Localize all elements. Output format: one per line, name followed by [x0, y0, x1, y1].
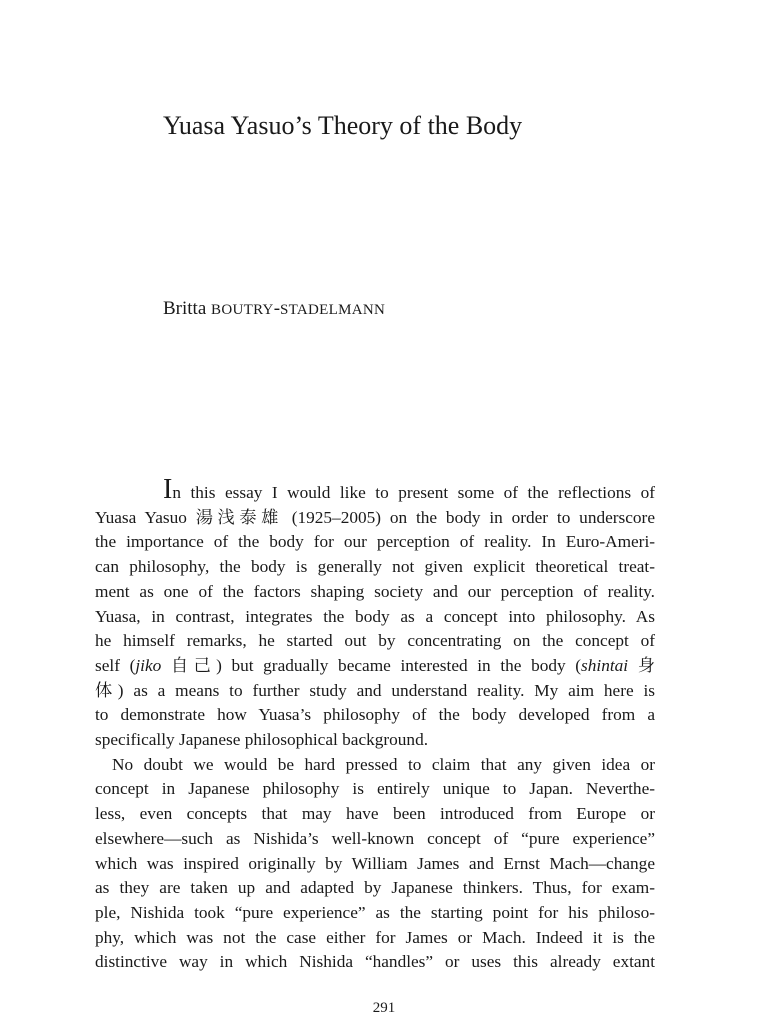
page-number: 291 [372, 1000, 396, 1016]
paragraph-2-line-4: elsewhere—such as Nishida’s well-known concept of “pure experience” [95, 828, 655, 848]
paragraph-2-line-7: ple, Nishida took “pure experience” as the starting point for his philoso- [95, 902, 655, 922]
paragraph-1-line-3: the importance of the body for our perception of reality. In Euro-Ameri- [95, 532, 655, 552]
paragraph-1-line-11: specifically Japanese philosophical background. [95, 730, 429, 750]
paragraph-2-line-3: less, even concepts that may have been introduced from Europe or [95, 804, 655, 824]
paragraph-2-line-6: as they are taken up and adapted by Japanese thinkers. Thus, for exam- [95, 878, 655, 898]
paragraph-1-line-5: ment as one of the factors shaping society and our perception of reality. [95, 581, 655, 601]
paragraph-1-line-2: Yuasa Yasuo 湯浅泰雄 (1925–2005) on the body in order to underscore [95, 507, 655, 527]
paragraph-2-line-2: concept in Japanese philosophy is entirely unique to Japan. Neverthe- [95, 779, 655, 799]
paragraph-2-line-8: phy, which was not the case either for James or Mach. Indeed it is the [95, 927, 655, 947]
paragraph-1-line-6: Yuasa, in contrast, integrates the body as a concept into philosophy. As [95, 606, 655, 626]
paragraph-1-line-1-text: n this essay I would like to present some of the reflections of [172, 483, 655, 502]
author-name [163, 296, 385, 323]
author-surname-hyphen: - [273, 298, 281, 319]
paragraph-2-line-9: distinctive way in which Nishida “handles” or uses this already extant [95, 952, 655, 972]
drop-cap: I [163, 474, 173, 505]
paragraph-1-line-10: to demonstrate how Yuasa’s philosophy of the body developed from a [95, 705, 655, 725]
italic-term: jiko [135, 655, 162, 675]
paragraph-2-line-5: which was inspired originally by William James and Ernst Mach—change [95, 853, 655, 873]
paragraph-1 [95, 474, 656, 753]
author-first-name: Britta [163, 298, 207, 319]
paragraph-2-line-1: No doubt we would be hard pressed to claim that any given idea or [112, 754, 655, 774]
author-surname-part1: BOUTRY [211, 302, 274, 318]
italic-term: shintai [581, 655, 629, 675]
paragraph-1-line-8: self (jiko 自己) but gradually became interested in the body (shintai 身 [95, 655, 656, 675]
paragraph-2 [95, 753, 655, 975]
essay-body [95, 474, 656, 975]
essay-title: Yuasa Yasuo’s Theory of the Body [163, 111, 523, 140]
paragraph-1-line-1 [95, 474, 655, 506]
author-surname-part2: STADELMANN [280, 302, 386, 318]
paragraph-1-line-4: can philosophy, the body is generally not given explicit theoretical treat- [95, 557, 655, 577]
paragraph-1-line-9: 体) as a means to further study and understand reality. My aim here is [95, 680, 655, 700]
paragraph-1-line-7: he himself remarks, he started out by concentrating on the concept of [95, 631, 655, 651]
